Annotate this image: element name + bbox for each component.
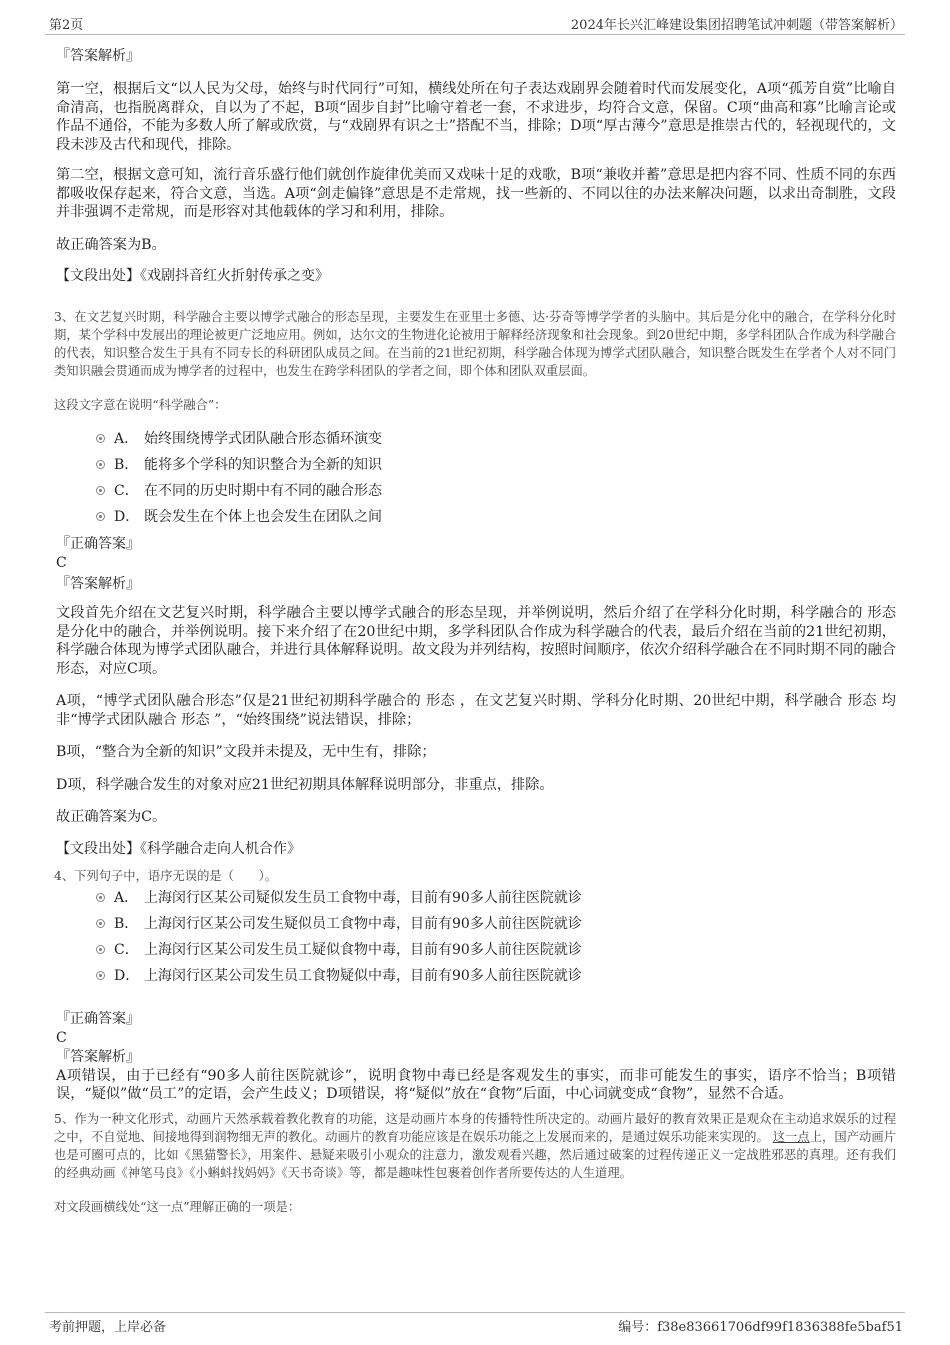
q4-analysis: A项错误，由于已经有“90多人前往医院就诊”，说明食物中毒已经是客观发生的事实，而非可能发生的事实，语序不恰当；B项错误，“疑似”做“员工”的定语，会产生歧义；D项错误，将“疑似”放在“食物”后面，中心词就变成“食物”，显然不合适。 xyxy=(56,1067,896,1102)
q4-correct-label: 『正确答案』 xyxy=(56,1010,140,1027)
q4-stem: 4、下列句子中，语序无误的是（ ）。 xyxy=(54,868,278,883)
q3-correct-label: 『正确答案』 xyxy=(56,536,140,552)
q4-option-a[interactable]: A． 上海闵行区某公司疑似发生员工食物中毒，目前有90多人前往医院就诊 xyxy=(96,885,896,911)
q3-analysis-para3: B项，“整合为全新的知识”文段并未提及，无中生有，排除； xyxy=(56,744,436,760)
radio-icon[interactable] xyxy=(96,893,105,902)
radio-icon[interactable] xyxy=(96,971,105,980)
q3-analysis-para1: 文段首先介绍在文艺复兴时期，科学融合主要以博学式融合的形态呈现，并举例说明，然后介绍了在学科分化时期，科学融合的 形态 是分化中的融合，并举例说明。接下来介绍了在20世纪中期，多学科团队合作成为科学融合的代表，最后介绍在当前的21世纪初期，科学融合体现为博学式团队融合，并进行具体解释说明。故文段为并列结构，按照时间顺序，依次介绍科学融合在不同时期不同的融合形态，对应C项。 xyxy=(56,605,896,677)
q3-analysis-para2: A项，“博学式团队融合形态”仅是21世纪初期科学融合的 形态 ，在文艺复兴时期、学科分化时期、20世纪中期，科学融合 形态 均非“博学式团队融合 形态 ”，“始终围绕”说法错误，排除； xyxy=(56,693,896,728)
q4-options xyxy=(56,885,896,989)
q3-analysis-para4: D项，科学融合发生的对象对应21世纪初期具体解释说明部分，非重点，排除。 xyxy=(56,776,554,793)
q4-analysis-label: 『答案解析』 xyxy=(56,1048,140,1065)
radio-icon[interactable] xyxy=(96,434,105,443)
q3-question: 这段文字意在说明“科学融合”： xyxy=(54,398,227,412)
page-number: 第2页 xyxy=(49,18,84,33)
q2-source: 【文段出处】《戏剧抖音红火折射传承之变》 xyxy=(56,268,329,284)
q4-option-c[interactable]: C． 上海闵行区某公司发生员工疑似食物中毒，目前有90多人前往医院就诊 xyxy=(96,937,896,963)
radio-icon[interactable] xyxy=(96,460,105,469)
q3-conclusion: 故正确答案为C。 xyxy=(56,809,167,825)
q3-correct-answer: C xyxy=(56,555,67,571)
page-header xyxy=(45,12,905,35)
q4-option-d[interactable]: D． 上海闵行区某公司发生员工食物疑似中毒，目前有90多人前往医院就诊 xyxy=(96,963,896,989)
q3-option-b[interactable]: B． 能将多个学科的知识整合为全新的知识 xyxy=(96,452,896,478)
q3-option-d[interactable]: D． 既会发生在个体上也会发生在团队之间 xyxy=(96,504,896,530)
q4-option-b[interactable]: B． 上海闵行区某公司发生疑似员工食物中毒，目前有90多人前往医院就诊 xyxy=(96,911,896,937)
footer-slogan: 考前押题，上岸必备 xyxy=(49,1320,167,1335)
radio-icon[interactable] xyxy=(96,919,105,928)
q3-option-a[interactable]: A． 始终围绕博学式团队融合形态循环演变 xyxy=(96,426,896,452)
q4-correct-answer: C xyxy=(56,1029,67,1046)
q3-option-c[interactable]: C． 在不同的历史时期中有不同的融合形态 xyxy=(96,478,896,504)
document-id: 编号：f38e83661706df99f1836388fe5baf51 xyxy=(618,1320,903,1335)
page-footer xyxy=(45,1312,905,1333)
document-content xyxy=(56,46,896,1216)
radio-icon[interactable] xyxy=(96,486,105,495)
q3-stem: 3、在文艺复兴时期，科学融合主要以博学式融合的形态呈现，主要发生在亚里士多德、达·芬奇等博学学者的头脑中。其后是分化中的融合，在学科分化时期，某个学科中发展出的理论被更广泛地应用。例如，达尔文的生物进化论被用于解释经济现象和社会现象。到20世纪中期，多学科团队合作成为科学融合的代表，知识整合发生于具有不同专长的科研团队成员之间。在当前的21世纪初期，科学融合体现为博学式团队融合，知识整合既发生在学者个人对不同门类知识融会贯通而成为博学者的过程中，也发生在跨学科团队的学者之间，即个体和团队双重层面。 xyxy=(54,310,896,378)
q5-underlined-phrase: 这一点 xyxy=(772,1129,810,1144)
q5-question: 对文段画横线处“这一点”理解正确的一项是： xyxy=(54,1199,301,1214)
radio-icon[interactable] xyxy=(96,945,105,954)
q3-source: 【文段出处】《科学融合走向人机合作》 xyxy=(56,840,301,857)
q2-analysis-para1: 第一空，根据后文“以人民为父母，始终与时代同行”可知，横线处所在句子表达戏剧界会随着时代而发展变化，A项“孤芳自赏”比喻自命清高，也指脱离群众，自以为了不起，B项“固步自封”比喻守着老一套，不求进步，均符合文意，保留。C项“曲高和寡”比喻言论或作品不通俗，不能为多数人所了解或欣赏，与“戏剧界有识之士”搭配不当，排除；D项“厚古薄今”意思是推崇古代的，轻视现代的，文段未涉及古代和现代，排除。 xyxy=(56,81,896,153)
q2-analysis-label: 『答案解析』 xyxy=(56,48,140,64)
q2-analysis-para2: 第二空，根据文意可知，流行音乐盛行他们就创作旋律优美而又戏味十足的戏歌，B项“兼收并蓄”意思是把内容不同、性质不同的东西都吸收保存起来，符合文意，当选。A项“剑走偏锋”意思是不走常规，找一些新的、不同以往的办法来解决问题，以求出奇制胜，文段并非强调不走常规，而是形容对其他载体的学习和利用，排除。 xyxy=(56,167,896,220)
document-title: 2024年长兴汇峰建设集团招聘笔试冲刺题（带答案解析） xyxy=(570,18,903,33)
q2-conclusion: 故正确答案为B。 xyxy=(56,236,166,253)
q3-options xyxy=(56,426,896,530)
q5-stem: 5、作为一种文化形式，动画片天然承载着教化教育的功能，这是动画片本身的传播特性所决定的。动画片最好的教育效果正是观众在主动追求娱乐的过程之中，不自觉地、间接地得到润物细无声的教化。动画片的教育功能应该是在娱乐功能之上发展而来的，是通过娱乐功能来实现的。 这一点上，国产动画片也是可圈可点的，比如《黑猫警长》，用案件、悬疑来吸引小观众的注意力，激发观看兴趣，然后通过破案的过程传递正义一定战胜邪恶的真理。还有我们的经典动画《神笔马良》《小蝌蚪找妈妈》《天书奇谈》等，都是趣味性包裹着创作者所要传达的人生道理。 xyxy=(54,1111,896,1180)
q3-analysis-label: 『答案解析』 xyxy=(56,576,140,592)
radio-icon[interactable] xyxy=(96,512,105,521)
